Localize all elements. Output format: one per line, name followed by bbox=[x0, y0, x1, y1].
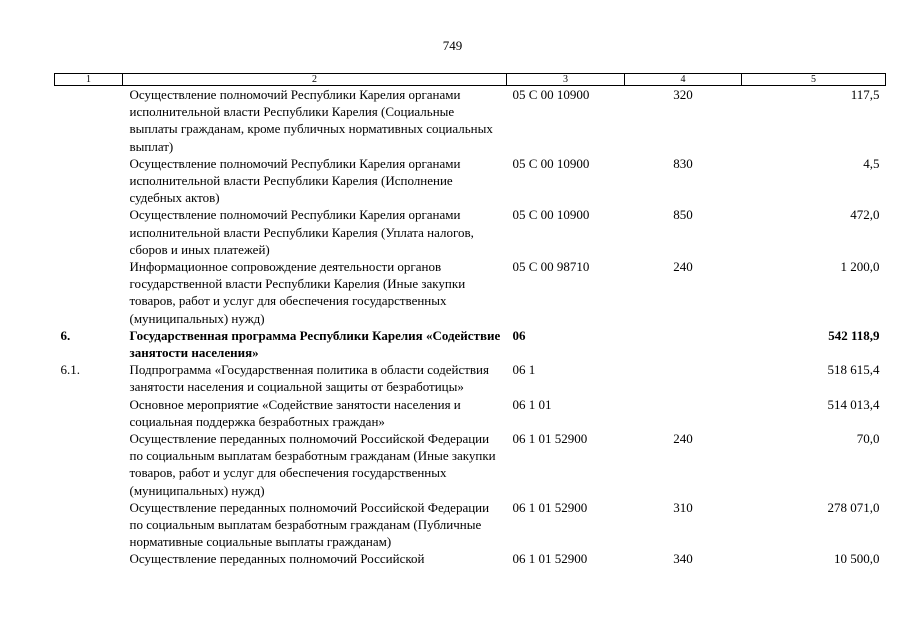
row-type-cell: 320 bbox=[673, 87, 693, 102]
row-code-cell: 06 1 01 bbox=[512, 396, 552, 412]
table-row bbox=[55, 155, 886, 207]
row-type-cell: 830 bbox=[673, 155, 693, 171]
row-name-cell: Основное мероприятие «Содействие занятости населения и социальная поддержка безработных граждан» bbox=[129, 396, 461, 429]
header-col-5: 5 bbox=[742, 74, 886, 86]
row-amount-cell: 542 118,9 bbox=[828, 327, 880, 343]
row-number-cell bbox=[55, 155, 123, 207]
row-code-cell: 06 1 01 52900 bbox=[512, 551, 588, 567]
header-row bbox=[55, 74, 886, 86]
row-name-cell: Подпрограмма «Государственная политика в области содействия занятости населения и социальной защиты от безработицы» bbox=[129, 362, 489, 395]
row-code-cell: 05 С 00 10900 bbox=[512, 87, 590, 102]
row-number-cell: 6. bbox=[60, 327, 71, 343]
row-number-cell bbox=[55, 550, 123, 567]
row-type-cell bbox=[625, 396, 742, 430]
row-name-cell: Осуществление полномочий Республики Карелия органами исполнительной власти Республики Карелия (Уплата налогов, сборов и иных платежей) bbox=[129, 207, 474, 257]
header-col-3: 3 bbox=[507, 74, 625, 86]
table-header bbox=[55, 74, 886, 86]
row-number-cell bbox=[55, 396, 123, 430]
row-code-cell: 06 1 01 52900 bbox=[512, 431, 588, 447]
row-amount-cell: 518 615,4 bbox=[827, 362, 880, 378]
row-name-cell: Информационное сопровождение деятельности органов государственной власти Республики Карелия (Иные закупки товаров, работ и услуг для обеспечения государственных (муниципальных) нужд) bbox=[129, 259, 466, 326]
row-name-cell: Осуществление переданных полномочий Российской Федерации по социальным выплатам безработным гражданам (Иные закупки товаров, работ и услуг для обеспечения государственных (муниципальных) нужд) bbox=[129, 431, 496, 498]
table-row bbox=[55, 430, 886, 499]
row-number-cell bbox=[55, 86, 123, 155]
row-name-cell: Государственная программа Республики Карелия «Содействие занятости населения» bbox=[129, 327, 501, 361]
row-number-cell bbox=[55, 206, 123, 258]
row-amount-cell: 4,5 bbox=[863, 155, 880, 171]
row-type-cell: 240 bbox=[673, 259, 693, 275]
row-type-cell: 340 bbox=[673, 551, 693, 567]
table-body bbox=[55, 86, 886, 568]
row-number-cell bbox=[55, 499, 123, 551]
header-col-2: 2 bbox=[123, 74, 507, 86]
row-name-cell: Осуществление переданных полномочий Российской Федерации по социальным выплатам безработным гражданам (Публичные нормативные социальные выплаты гражданам) bbox=[129, 499, 490, 550]
row-number-cell bbox=[55, 258, 123, 327]
row-amount-cell: 472,0 bbox=[850, 207, 880, 223]
row-number-cell: 6.1. bbox=[60, 362, 80, 378]
table-row bbox=[55, 86, 886, 155]
row-type-cell: 310 bbox=[673, 499, 693, 515]
row-code-cell: 06 1 01 52900 bbox=[512, 499, 588, 515]
row-code-cell: 05 С 00 98710 bbox=[512, 259, 590, 275]
row-amount-cell: 278 071,0 bbox=[827, 499, 880, 515]
header-col-1: 1 bbox=[55, 74, 123, 86]
header-col-4: 4 bbox=[625, 74, 742, 86]
row-amount-cell: 70,0 bbox=[856, 431, 880, 447]
page-number: 749 bbox=[442, 38, 463, 53]
row-amount-cell: 117,5 bbox=[850, 87, 880, 102]
row-amount-cell: 1 200,0 bbox=[840, 259, 880, 275]
row-type-cell: 240 bbox=[673, 431, 693, 447]
row-code-cell: 06 1 bbox=[512, 362, 536, 378]
row-code-cell: 05 С 00 10900 bbox=[512, 155, 590, 171]
row-type-cell bbox=[625, 327, 742, 361]
row-number-cell bbox=[55, 430, 123, 499]
row-type-cell: 850 bbox=[673, 207, 693, 223]
table-row bbox=[55, 550, 886, 567]
row-name-cell: Осуществление полномочий Республики Карелия органами исполнительной власти Республики Карелия (Социальные выплаты гражданам, кроме публичных нормативных социальных выплат) bbox=[129, 87, 493, 154]
row-code-cell: 05 С 00 10900 bbox=[512, 207, 590, 223]
table-row bbox=[55, 258, 886, 327]
row-amount-cell: 10 500,0 bbox=[834, 551, 880, 567]
row-type-cell bbox=[625, 361, 742, 395]
table-row bbox=[55, 499, 886, 551]
table-row bbox=[55, 206, 886, 258]
table-row bbox=[55, 327, 886, 361]
table-row bbox=[55, 361, 886, 395]
row-code-cell: 06 bbox=[512, 327, 526, 343]
budget-table bbox=[54, 73, 886, 568]
row-name-cell: Осуществление полномочий Республики Карелия органами исполнительной власти Республики Карелия (Исполнение судебных актов) bbox=[129, 155, 461, 206]
row-name-cell: Осуществление переданных полномочий Российской bbox=[129, 551, 425, 567]
row-amount-cell: 514 013,4 bbox=[827, 396, 880, 412]
table-row bbox=[55, 396, 886, 430]
